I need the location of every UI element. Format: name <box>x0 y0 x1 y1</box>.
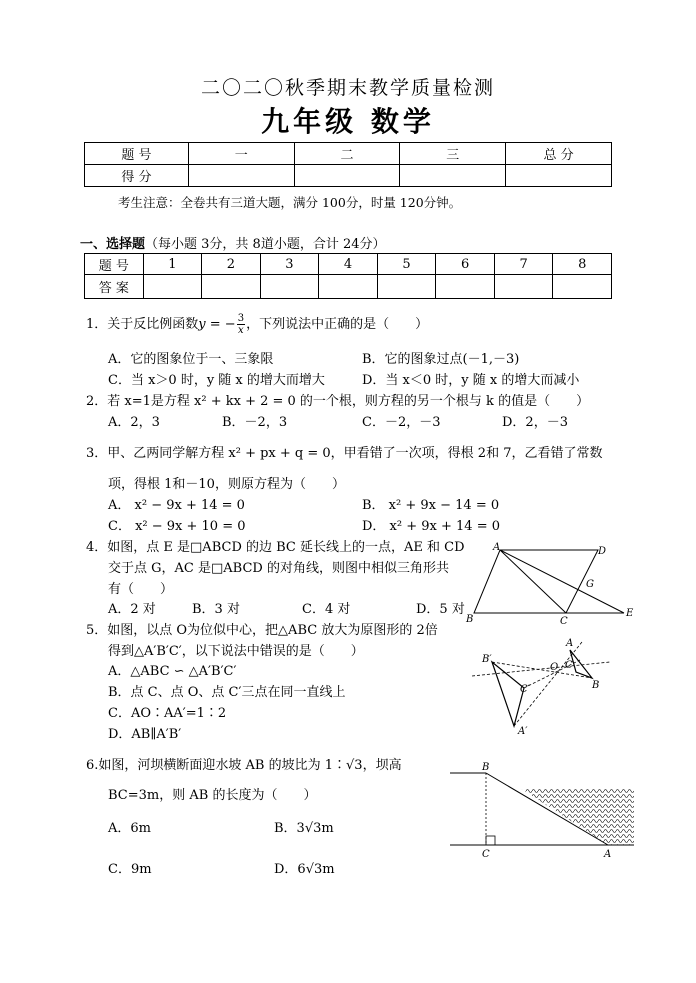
score-header-cell: 总 分 <box>506 143 612 165</box>
score-input-cell[interactable] <box>294 165 400 187</box>
q1-stem <box>86 313 428 336</box>
q3-option-c: C． x² − 9x + 10 = 0 <box>108 519 246 534</box>
q1-fraction-denominator: x <box>238 325 244 336</box>
q6-dam-figure <box>448 758 636 858</box>
score-row-label: 得 分 <box>85 165 189 187</box>
answer-header-cell: 7 <box>494 254 553 275</box>
q1-option-b: B．它的图象过点(－1,－3) <box>362 352 520 367</box>
q1-option-a: A．它的图象位于一、三象限 <box>108 352 274 367</box>
q1-stem-pre: 1．关于反比例函数 <box>86 317 199 332</box>
q4-label-e: E <box>626 608 634 619</box>
q5-label-c: C <box>565 660 573 671</box>
answer-table <box>84 253 612 299</box>
score-table <box>84 142 612 187</box>
score-input-cell[interactable] <box>506 165 612 187</box>
q5-stem-line2: 得到△A′B′C′，以下说法中错误的是（ ） <box>108 644 364 659</box>
exam-title: 二〇二〇秋季期末教学质量检测 <box>200 77 495 99</box>
q1-option-d: D．当 x＜0 时，y 随 x 的增大而减小 <box>362 373 580 388</box>
q5-option-a: A．△ABC ∽ △A′B′C′ <box>108 664 237 679</box>
q4-stem-line3: 有（ ） <box>108 582 174 597</box>
q1-function-lhs: y = − <box>198 317 236 332</box>
q1-fraction <box>237 313 245 336</box>
score-header-cell: 二 <box>294 143 400 165</box>
q1-stem-post: ，下列说法中正确的是（ ） <box>246 317 429 332</box>
section-heading-title: 一、选择题 <box>80 237 146 252</box>
answer-header-cell: 6 <box>436 254 495 275</box>
score-input-cell[interactable] <box>188 165 294 187</box>
q5-option-d: D．AB∥A′B′ <box>108 727 182 742</box>
q6-option-d: D．6√3m <box>274 862 335 877</box>
q6-label-b: B <box>482 762 490 773</box>
answer-input-cell[interactable] <box>377 275 436 299</box>
answer-row-label: 答 案 <box>85 275 144 299</box>
q6-water <box>520 788 634 845</box>
q5-label-a: A <box>566 638 574 649</box>
q4-parallelogram <box>474 550 598 613</box>
q1-option-c: C．当 x＞0 时，y 随 x 的增大而增大 <box>108 373 325 388</box>
q5-label-b: B <box>592 680 600 691</box>
q4-label-d: D <box>598 546 607 557</box>
q3-option-b: B． x² + 9x − 14 = 0 <box>362 498 500 513</box>
q4-line-ac <box>500 550 566 613</box>
section-heading <box>80 233 386 252</box>
q3-stem-line1: 3．甲、乙两同学解方程 x² + px + q = 0，甲看错了一次项，得根 2和 7，乙看错了常数 <box>86 446 603 461</box>
exam-notice: 考生注意：全卷共有三道大题，满分 100分，时量 120分钟。 <box>118 195 462 210</box>
q4-line-ae <box>500 550 624 613</box>
q5-ray-2 <box>492 662 592 678</box>
answer-input-cell[interactable] <box>260 275 319 299</box>
q4-label-g: G <box>586 579 594 590</box>
q1-fraction-numerator: 3 <box>237 313 245 324</box>
q5-stem-line1: 5．如图，以点 O为位似中心，把△ABC 放大为原图形的 2倍 <box>86 623 438 638</box>
q2-option-b: B．－2，3 <box>222 415 288 430</box>
q5-option-c: C．AO∶AA′=1∶2 <box>108 706 227 721</box>
answer-header-cell: 2 <box>202 254 261 275</box>
q5-label-b-prime: B′ <box>482 654 492 665</box>
answer-input-cell[interactable] <box>553 275 612 299</box>
q5-label-o: O <box>550 662 559 673</box>
q5-homothety-figure <box>462 632 612 740</box>
q2-option-a: A．2，3 <box>108 415 160 430</box>
answer-header-cell: 5 <box>377 254 436 275</box>
q4-label-c: C <box>560 616 568 627</box>
q3-option-d: D． x² + 9x + 14 = 0 <box>362 519 500 534</box>
score-header-cell: 题 号 <box>85 143 189 165</box>
q4-label-a: A <box>493 542 501 553</box>
answer-input-cell[interactable] <box>143 275 202 299</box>
q4-stem-line2: 交于点 G，AC 是□ABCD 的对角线，则图中相似三角形共 <box>108 561 449 576</box>
q6-label-a: A <box>604 849 612 860</box>
answer-header-cell: 3 <box>260 254 319 275</box>
q4-parallelogram-figure <box>460 540 636 625</box>
q3-option-a: A． x² − 9x + 14 = 0 <box>108 498 245 513</box>
q4-stem-line1: 4．如图，点 E 是□ABCD 的边 BC 延长线上的一点，AE 和 CD <box>86 540 465 555</box>
answer-input-cell[interactable] <box>436 275 495 299</box>
q3-stem-line2: 项，得根 1和－10，则原方程为（ ） <box>108 477 345 492</box>
q2-option-c: C．－2，－3 <box>362 415 441 430</box>
q5-label-c-prime: C′ <box>520 684 530 695</box>
q4-option-d: D．5 对 <box>416 602 465 617</box>
exam-subject-title: 九年级 数学 <box>261 105 435 138</box>
score-header-cell: 一 <box>188 143 294 165</box>
score-input-cell[interactable] <box>400 165 506 187</box>
q2-option-d: D．2，－3 <box>502 415 568 430</box>
q6-stem-line1: 6.如图，河坝横断面迎水坡 AB 的坡比为 1∶√3，坝高 <box>86 758 402 773</box>
score-header-cell: 三 <box>400 143 506 165</box>
q4-label-b: B <box>466 614 474 625</box>
q5-label-a-prime: A′ <box>518 726 528 737</box>
q2-stem: 2．若 x=1是方程 x² + kx + 2 = 0 的一个根，则方程的另一个根与 k 的值是（ ） <box>86 394 590 409</box>
answer-header-cell: 4 <box>319 254 378 275</box>
answer-header-cell: 1 <box>143 254 202 275</box>
q4-option-a: A．2 对 <box>108 602 156 617</box>
q5-option-b: B．点 C、点 O、点 C′三点在同一直线上 <box>108 685 346 700</box>
q6-stem-line2: BC=3m，则 AB 的长度为（ ） <box>108 788 317 803</box>
q6-option-a: A．6m <box>108 821 151 836</box>
answer-input-cell[interactable] <box>202 275 261 299</box>
q6-option-c: C．9m <box>108 862 152 877</box>
q4-option-b: B．3 对 <box>192 602 240 617</box>
q6-label-c: C <box>482 849 490 860</box>
section-heading-note: （每小题 3分，共 8道小题，合计 24分） <box>145 237 386 252</box>
q6-right-angle-mark <box>486 836 495 845</box>
answer-input-cell[interactable] <box>494 275 553 299</box>
q4-option-c: C．4 对 <box>302 602 351 617</box>
answer-header-cell: 题 号 <box>85 254 144 275</box>
answer-header-cell: 8 <box>553 254 612 275</box>
q6-option-b: B．3√3m <box>274 821 334 836</box>
answer-input-cell[interactable] <box>319 275 378 299</box>
